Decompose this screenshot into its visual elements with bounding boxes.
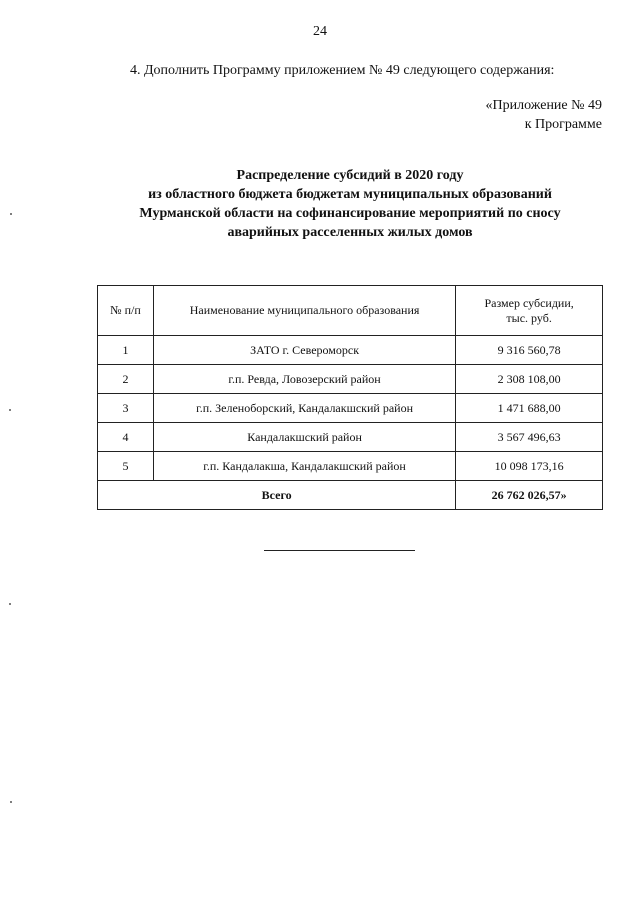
subsidies-table — [97, 285, 603, 510]
table-row — [98, 423, 603, 452]
total-amount: 26 762 026,57» — [456, 481, 603, 510]
row-number: 4 — [98, 423, 154, 452]
row-amount: 10 098 173,16 — [456, 452, 603, 481]
row-number: 2 — [98, 365, 154, 394]
row-amount: 3 567 496,63 — [456, 423, 603, 452]
title-line-1: Распределение субсидий в 2020 году — [236, 168, 464, 183]
row-municipality: г.п. Кандалакша, Кандалакшский район — [153, 452, 455, 481]
scan-speck — [10, 213, 12, 215]
row-amount: 9 316 560,78 — [456, 336, 603, 365]
header-municipality: Наименование муниципального образования — [153, 286, 455, 336]
header-amount — [456, 286, 603, 336]
header-amount-line-1: Размер субсидии, — [484, 295, 574, 310]
total-label: Всего — [98, 481, 456, 510]
scan-speck — [9, 603, 11, 605]
table-row — [98, 394, 603, 423]
scan-speck — [9, 409, 11, 411]
row-amount: 2 308 108,00 — [456, 365, 603, 394]
row-municipality: ЗАТО г. Североморск — [153, 336, 455, 365]
table-row — [98, 365, 603, 394]
title-line-4: аварийных расселенных жилых домов — [227, 225, 473, 240]
appendix-reference — [486, 96, 603, 134]
page-number: 24 — [313, 24, 327, 39]
row-number: 5 — [98, 452, 154, 481]
appendix-line-2: к Программе — [524, 117, 602, 132]
appendix-line-1: «Приложение № 49 — [485, 98, 602, 113]
title-line-2: из областного бюджета бюджетам муниципальных образований — [148, 187, 552, 202]
row-number: 3 — [98, 394, 154, 423]
header-amount-line-2: тыс. руб. — [506, 310, 552, 325]
row-municipality: Кандалакшский район — [153, 423, 455, 452]
table-total-row — [98, 481, 603, 510]
table-row — [98, 336, 603, 365]
instruction-text: 4. Дополнить Программу приложением № 49 следующего содержания: — [130, 63, 555, 78]
table-header-row — [98, 286, 603, 336]
row-amount: 1 471 688,00 — [456, 394, 603, 423]
header-number: № п/п — [98, 286, 154, 336]
scan-speck — [10, 801, 12, 803]
document-title — [0, 166, 640, 242]
row-number: 1 — [98, 336, 154, 365]
row-municipality: г.п. Ревда, Ловозерский район — [153, 365, 455, 394]
closing-rule — [264, 550, 415, 551]
row-municipality: г.п. Зеленоборский, Кандалакшский район — [153, 394, 455, 423]
table-row — [98, 452, 603, 481]
title-line-3: Мурманской области на софинансирование мероприятий по сносу — [139, 206, 561, 221]
